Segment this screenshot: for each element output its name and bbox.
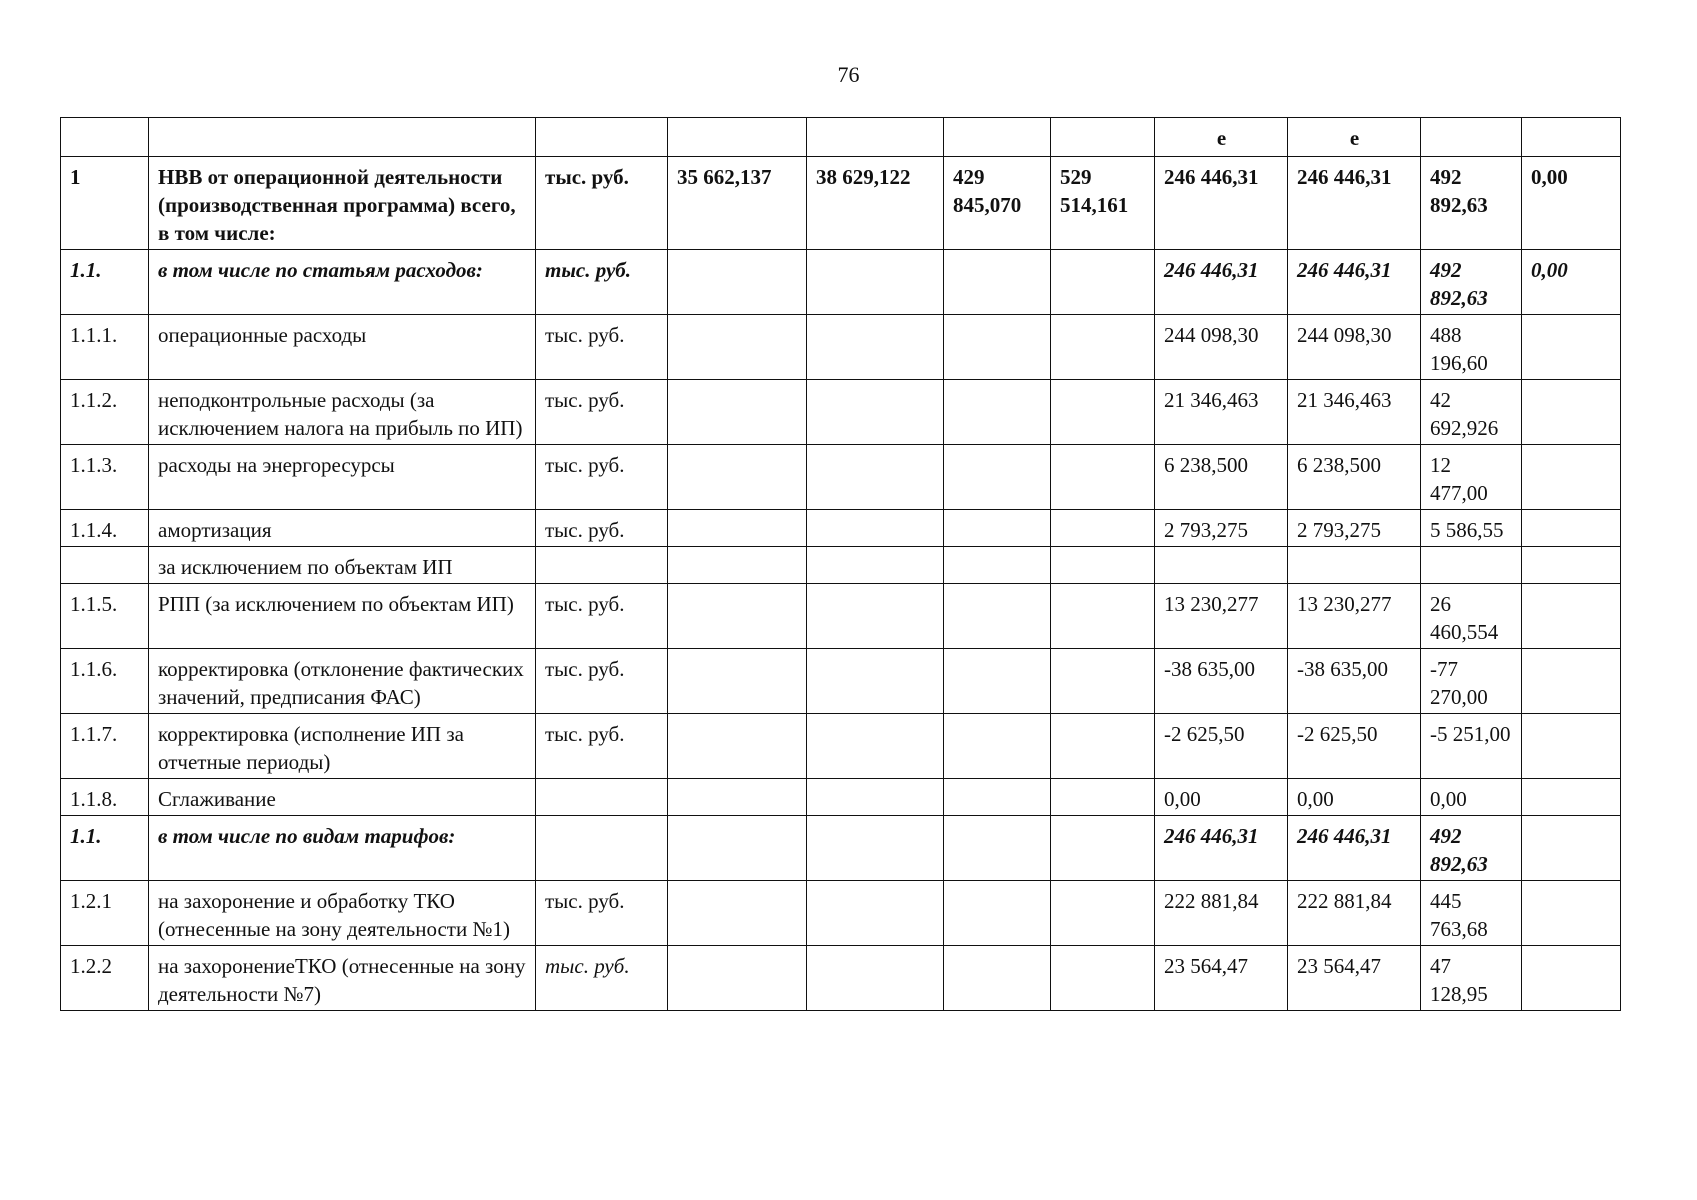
table-cell: 21 346,463 xyxy=(1155,380,1288,445)
table-cell: 529 514,161 xyxy=(1051,157,1155,250)
table-cell xyxy=(668,946,807,1011)
table-cell: на захоронениеТКО (отнесенные на зону деятельности №7) xyxy=(149,946,536,1011)
table-cell xyxy=(668,779,807,816)
table-cell xyxy=(1051,380,1155,445)
table-cell xyxy=(1051,816,1155,881)
table-cell: 246 446,31 xyxy=(1155,157,1288,250)
table-body xyxy=(61,118,1621,1011)
table-cell: тыс. руб. xyxy=(536,510,668,547)
header-cell xyxy=(149,118,536,157)
table-cell xyxy=(807,445,944,510)
header-cell xyxy=(944,118,1051,157)
table-cell: тыс. руб. xyxy=(536,881,668,946)
table-cell: тыс. руб. xyxy=(536,649,668,714)
table-cell: 42 692,926 xyxy=(1421,380,1522,445)
table-cell xyxy=(1155,547,1288,584)
table-cell: -77 270,00 xyxy=(1421,649,1522,714)
table-cell xyxy=(1522,445,1621,510)
table-cell: 244 098,30 xyxy=(1288,315,1421,380)
table-row xyxy=(61,250,1621,315)
table-cell: 445 763,68 xyxy=(1421,881,1522,946)
table-row xyxy=(61,445,1621,510)
table-cell xyxy=(807,510,944,547)
table-cell: тыс. руб. xyxy=(536,250,668,315)
table-cell xyxy=(1051,649,1155,714)
table-cell: 246 446,31 xyxy=(1288,816,1421,881)
table-cell xyxy=(668,380,807,445)
table-cell xyxy=(1522,881,1621,946)
table-row xyxy=(61,649,1621,714)
table-cell: тыс. руб. xyxy=(536,584,668,649)
table-cell xyxy=(1051,946,1155,1011)
table-cell: тыс. руб. xyxy=(536,946,668,1011)
table-cell: в том числе по статьям расходов: xyxy=(149,250,536,315)
table-cell: 1.1.4. xyxy=(61,510,149,547)
table-cell: 38 629,122 xyxy=(807,157,944,250)
table-cell xyxy=(1522,714,1621,779)
table-cell xyxy=(944,649,1051,714)
table-cell xyxy=(944,380,1051,445)
table-cell xyxy=(1522,649,1621,714)
table-cell: расходы на энергоресурсы xyxy=(149,445,536,510)
table-cell xyxy=(1051,250,1155,315)
table-cell xyxy=(1051,547,1155,584)
table-cell: 2 793,275 xyxy=(1155,510,1288,547)
table-cell xyxy=(668,881,807,946)
table-cell: 246 446,31 xyxy=(1288,250,1421,315)
table-cell xyxy=(1522,946,1621,1011)
table-cell xyxy=(1421,547,1522,584)
table-cell xyxy=(807,547,944,584)
table-cell: 1.1.8. xyxy=(61,779,149,816)
table-cell xyxy=(668,547,807,584)
table-cell: 488 196,60 xyxy=(1421,315,1522,380)
table-cell xyxy=(944,946,1051,1011)
table-cell: 0,00 xyxy=(1155,779,1288,816)
table-cell xyxy=(807,250,944,315)
table-cell: -38 635,00 xyxy=(1155,649,1288,714)
table-cell xyxy=(944,779,1051,816)
table-cell xyxy=(668,714,807,779)
table-cell: 222 881,84 xyxy=(1288,881,1421,946)
table-cell: 13 230,277 xyxy=(1155,584,1288,649)
table-cell xyxy=(807,946,944,1011)
table-cell: 35 662,137 xyxy=(668,157,807,250)
table-cell: корректировка (исполнение ИП за отчетные периоды) xyxy=(149,714,536,779)
header-cell xyxy=(1051,118,1155,157)
table-cell: 222 881,84 xyxy=(1155,881,1288,946)
table-cell: 26 460,554 xyxy=(1421,584,1522,649)
table-cell: 1.1. xyxy=(61,816,149,881)
table-cell xyxy=(807,380,944,445)
table-cell xyxy=(1051,510,1155,547)
table-cell xyxy=(807,649,944,714)
table-cell: тыс. руб. xyxy=(536,445,668,510)
table-row xyxy=(61,881,1621,946)
table-row xyxy=(61,380,1621,445)
table-cell: 23 564,47 xyxy=(1155,946,1288,1011)
table-cell xyxy=(1522,547,1621,584)
table-cell: -5 251,00 xyxy=(1421,714,1522,779)
table-cell: 492 892,63 xyxy=(1421,157,1522,250)
table-cell: 1.2.2 xyxy=(61,946,149,1011)
table-cell: 0,00 xyxy=(1522,250,1621,315)
tariff-table xyxy=(60,117,1621,1011)
table-cell: 429 845,070 xyxy=(944,157,1051,250)
table-cell xyxy=(668,315,807,380)
table-cell: тыс. руб. xyxy=(536,714,668,779)
table-cell: Сглаживание xyxy=(149,779,536,816)
table-row xyxy=(61,779,1621,816)
table-cell: 1.2.1 xyxy=(61,881,149,946)
table-cell: 12 477,00 xyxy=(1421,445,1522,510)
page-number: 76 xyxy=(837,62,860,87)
table-cell: 0,00 xyxy=(1288,779,1421,816)
table-cell: 1.1.2. xyxy=(61,380,149,445)
table-cell xyxy=(807,816,944,881)
table-cell: 0,00 xyxy=(1421,779,1522,816)
table-cell xyxy=(944,315,1051,380)
table-cell: 1 xyxy=(61,157,149,250)
table-cell xyxy=(1051,584,1155,649)
table-cell xyxy=(1051,445,1155,510)
table-cell: -2 625,50 xyxy=(1288,714,1421,779)
table-row xyxy=(61,315,1621,380)
table-cell: тыс. руб. xyxy=(536,157,668,250)
table-cell: 1.1.7. xyxy=(61,714,149,779)
table-cell xyxy=(668,649,807,714)
table-cell xyxy=(1051,315,1155,380)
table-cell xyxy=(1522,584,1621,649)
table-cell: 6 238,500 xyxy=(1155,445,1288,510)
table-header-row xyxy=(61,118,1621,157)
table-cell: 492 892,63 xyxy=(1421,816,1522,881)
table-row xyxy=(61,946,1621,1011)
table-cell: 6 238,500 xyxy=(1288,445,1421,510)
table-cell: операционные расходы xyxy=(149,315,536,380)
table-cell: 246 446,31 xyxy=(1155,250,1288,315)
header-cell xyxy=(1522,118,1621,157)
table-cell xyxy=(944,584,1051,649)
table-cell xyxy=(944,250,1051,315)
table-cell xyxy=(1522,380,1621,445)
table-cell xyxy=(944,445,1051,510)
table-cell xyxy=(807,714,944,779)
table-cell: 492 892,63 xyxy=(1421,250,1522,315)
header-cell xyxy=(807,118,944,157)
table-cell xyxy=(944,714,1051,779)
table-cell: амортизация xyxy=(149,510,536,547)
table-cell xyxy=(668,510,807,547)
table-row xyxy=(61,157,1621,250)
table-cell xyxy=(944,881,1051,946)
table-cell: 47 128,95 xyxy=(1421,946,1522,1011)
table-cell xyxy=(807,315,944,380)
table-cell xyxy=(944,816,1051,881)
table-cell: 244 098,30 xyxy=(1155,315,1288,380)
table-row xyxy=(61,547,1621,584)
table-cell: 13 230,277 xyxy=(1288,584,1421,649)
table-row xyxy=(61,714,1621,779)
table-cell: неподконтрольные расходы (за исключением налога на прибыль по ИП) xyxy=(149,380,536,445)
table-cell: за исключением по объектам ИП xyxy=(149,547,536,584)
header-cell: е xyxy=(1288,118,1421,157)
table-cell xyxy=(536,816,668,881)
table-cell xyxy=(61,547,149,584)
table-cell xyxy=(668,445,807,510)
table-cell xyxy=(944,510,1051,547)
table-cell: в том числе по видам тарифов: xyxy=(149,816,536,881)
table-cell xyxy=(807,779,944,816)
table-cell: тыс. руб. xyxy=(536,380,668,445)
table-cell: РПП (за исключением по объектам ИП) xyxy=(149,584,536,649)
table-cell xyxy=(668,584,807,649)
table-cell xyxy=(1522,315,1621,380)
table-cell: -38 635,00 xyxy=(1288,649,1421,714)
table-cell: 2 793,275 xyxy=(1288,510,1421,547)
table-cell: 5 586,55 xyxy=(1421,510,1522,547)
header-cell xyxy=(1421,118,1522,157)
table-cell: 21 346,463 xyxy=(1288,380,1421,445)
table-cell: 246 446,31 xyxy=(1155,816,1288,881)
header-cell xyxy=(61,118,149,157)
table-cell: 1.1.3. xyxy=(61,445,149,510)
table-cell: 246 446,31 xyxy=(1288,157,1421,250)
table-cell xyxy=(536,779,668,816)
header-cell xyxy=(536,118,668,157)
table-cell xyxy=(668,250,807,315)
table-cell xyxy=(1051,714,1155,779)
table-row xyxy=(61,510,1621,547)
table-cell: -2 625,50 xyxy=(1155,714,1288,779)
table-cell xyxy=(1051,881,1155,946)
table-cell: НВВ от операционной деятельности (производственная программа) всего, в том числе: xyxy=(149,157,536,250)
table-cell xyxy=(1522,779,1621,816)
table-cell: 1.1.1. xyxy=(61,315,149,380)
header-cell xyxy=(668,118,807,157)
header-cell: е xyxy=(1155,118,1288,157)
table-cell: 0,00 xyxy=(1522,157,1621,250)
table-cell: корректировка (отклонение фактических значений, предписания ФАС) xyxy=(149,649,536,714)
table-cell xyxy=(1288,547,1421,584)
table-cell: 1.1.5. xyxy=(61,584,149,649)
table-cell: 23 564,47 xyxy=(1288,946,1421,1011)
table-cell xyxy=(944,547,1051,584)
table-cell: тыс. руб. xyxy=(536,315,668,380)
table-row xyxy=(61,816,1621,881)
table-cell xyxy=(1522,510,1621,547)
table-cell: на захоронение и обработку ТКО (отнесенные на зону деятельности №1) xyxy=(149,881,536,946)
table-cell xyxy=(536,547,668,584)
table-row xyxy=(61,584,1621,649)
table-cell xyxy=(1051,779,1155,816)
table-cell: 1.1.6. xyxy=(61,649,149,714)
table-cell: 1.1. xyxy=(61,250,149,315)
table-cell xyxy=(668,816,807,881)
table-cell xyxy=(1522,816,1621,881)
table-cell xyxy=(807,584,944,649)
table-cell xyxy=(807,881,944,946)
